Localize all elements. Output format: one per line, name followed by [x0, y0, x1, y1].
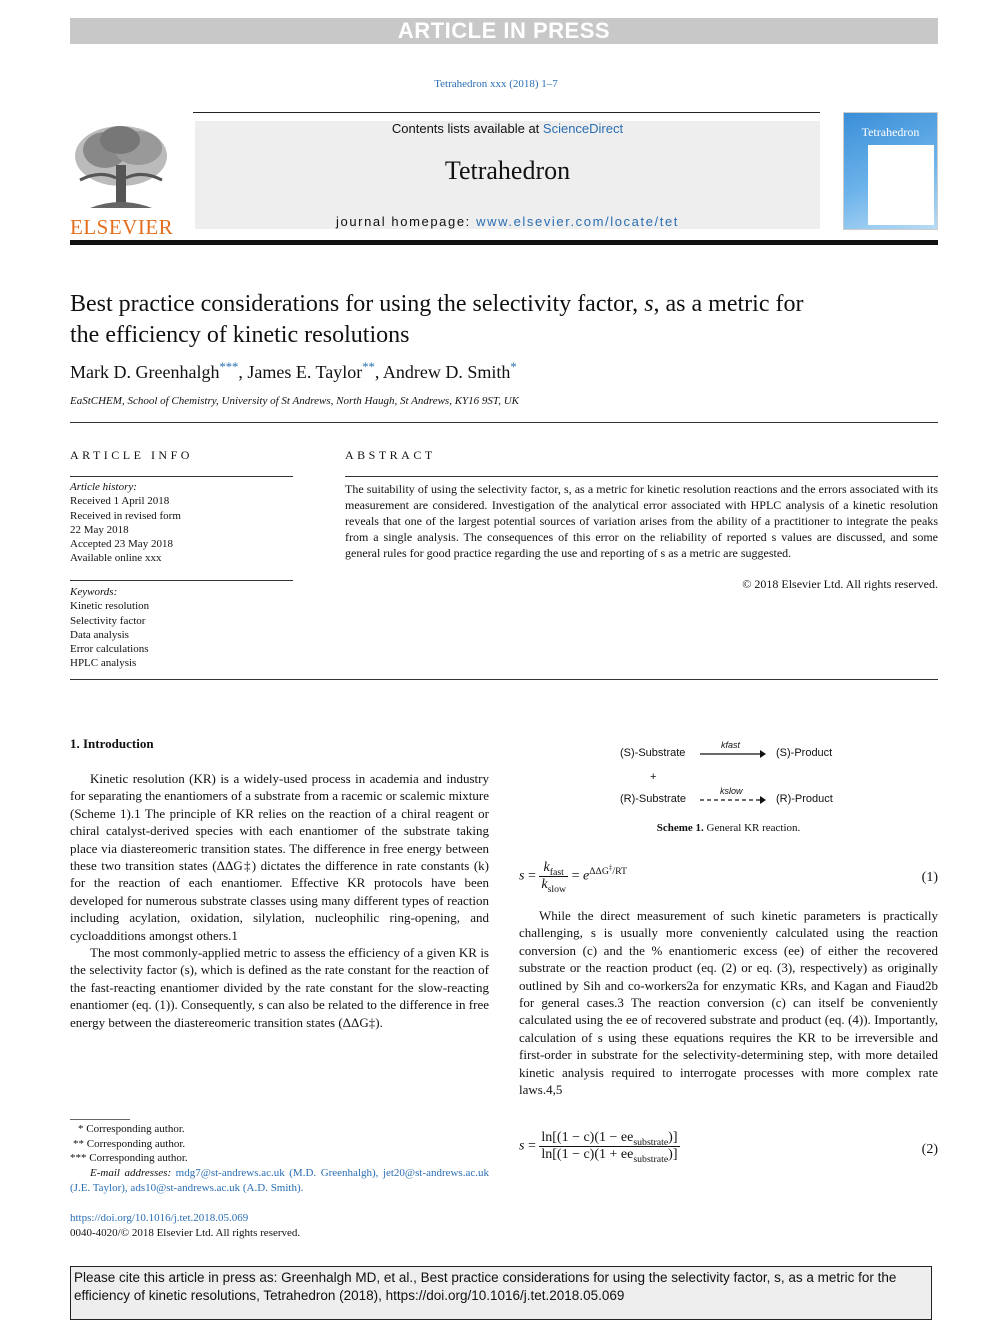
journal-reference[interactable]: Tetrahedron xxx (2018) 1–7 [434, 78, 558, 90]
header-top-rule [193, 112, 820, 113]
elsevier-tree-icon [70, 120, 172, 212]
equation-2-body: s = $\frac{\ln[(1 - c)(1 - ee_{substrate})]}{\ln[(1 - c)(1 + ee_{substrate})]}$ [519, 1130, 678, 1165]
homepage-link[interactable]: www.elsevier.com/locate/tet [476, 214, 679, 229]
issn-line: 0040-4020/© 2018 Elsevier Ltd. All rights reserved. [70, 1227, 301, 1239]
title-variable: s [644, 291, 654, 317]
affiliation-rule [70, 422, 938, 423]
abstract-copyright: © 2018 Elsevier Ltd. All rights reserved. [742, 577, 938, 591]
front-matter-rule [70, 679, 938, 680]
keywords [70, 585, 293, 671]
equation-1 [519, 858, 938, 902]
history-item: Available online xxx [70, 552, 162, 565]
intro-paragraph-3: While the direct measurement of such kinetic parameters is practically challenging, s is usually more conveniently calculated using the reaction conversion (c) and the % enantiomeric excess (ee) of either the recovered substrate or the reaction product (eq. (2) or eq. (3), respectively) as originally outlined by Sih and co-workers2a for enzymatic KRs, and Kagan and Fiaud2b for general cases.3 The reaction conversion (c) can itself be conveniently calculated using the ee of recovered substrate and product (eq. (4)). Importantly, calculation of s using these equations requires the KR to be irreversible and first-order in substrate for the selectivity-determining step, with more detailed kinetic analysis required to interrogate processes with more complex rate laws.4,5 [519, 908, 938, 1098]
abstract-heading: ABSTRACT [345, 448, 436, 462]
keywords-rule [70, 580, 293, 581]
citation-box: Please cite this article in press as: Greenhalgh MD, et al., Best practice considerations for using the selectivity factor, s, as a metric for the efficiency of kinetic resolutions, Tetrahedron (2018), https://doi.org/10.1016/j.tet.2018.05.069 [70, 1266, 932, 1320]
title-part2: , as a metric for the efficiency of kinetic resolutions [70, 291, 804, 348]
history-item: Received in revised form [70, 509, 181, 522]
author-list [70, 362, 517, 383]
footnotes [70, 1122, 489, 1196]
scheme-plus: + [650, 771, 657, 783]
scheme-caption-text: General KR reaction. [706, 822, 801, 834]
author-mark[interactable]: ** [362, 360, 375, 374]
keywords-label: Keywords: [70, 586, 118, 598]
homepage-line [195, 214, 820, 229]
scheme-arrow-icon [700, 749, 766, 759]
author-name[interactable]: James E. Taylor [247, 362, 363, 382]
cover-panel [868, 145, 934, 225]
article-in-press-banner: ARTICLE IN PRESS [70, 18, 938, 44]
email-addresses [70, 1166, 489, 1195]
equation-1-number: (1) [921, 870, 938, 885]
equation-2-number: (2) [921, 1142, 938, 1157]
intro-left-column [70, 770, 489, 1031]
history-label: Article history: [70, 481, 137, 493]
email-list[interactable]: mdg7@st-andrews.ac.uk (M.D. Greenhalgh), jet20@st-andrews.ac.uk (J.E. Taylor), ads10@st-andrews.ac.uk (A.D. Smith). [70, 1167, 489, 1194]
keyword: Data analysis [70, 628, 129, 641]
intro-right-column [519, 907, 938, 1098]
elsevier-logo[interactable] [70, 120, 174, 239]
history-item: 22 May 2018 [70, 523, 129, 536]
author-mark[interactable]: *** [219, 360, 239, 374]
author-name[interactable]: Mark D. Greenhalgh [70, 362, 220, 382]
article-title [70, 289, 830, 351]
history-item: Accepted 23 May 2018 [70, 538, 173, 551]
affiliation: EaStCHEM, School of Chemistry, University of St Andrews, North Haugh, St Andrews, KY16 9ST, UK [70, 395, 519, 407]
intro-paragraph-2: The most commonly-applied metric to assess the efficiency of a given KR is the selectivity factor (s), which is defined as the rate constant for the reaction of the fast-reacting enantiomer divided by the rate constant for the slow-reacting enantiomer (eq. (1)). Consequently, s can also be related to the difference in free energy between the diastereomeric transition states (ΔΔG‡). [70, 945, 489, 1030]
contents-line [195, 121, 820, 136]
keyword: HPLC analysis [70, 657, 137, 670]
keyword: Error calculations [70, 643, 149, 656]
corresponding-author-2: ** Corresponding author. [73, 1137, 186, 1150]
equation-1-body: s = $\frac{k_{fast}}{k_{slow}}$ = $e^{\Delta\Delta G^\ddagger/RT}$ [519, 860, 627, 895]
author-separator: , [374, 362, 383, 382]
sciencedirect-link[interactable]: ScienceDirect [542, 121, 624, 136]
equation-1-fraction: $\frac{k_{fast}}{k_{slow}}$ [541, 860, 567, 895]
cover-title: Tetrahedron [861, 125, 920, 139]
header-thick-rule [70, 240, 938, 245]
abstract-text: The suitability of using the selectivity factor, s, as a metric for kinetic resolution reactions and the errors associated with its measurement are considered. Investigation of the analytical error associated with HPLC analysis of a kinetic resolution reveals that one of the largest potential sources of variation arises from the ability of a practitioner to integrate the peaks from a single analysis. The consequences of this error on the reliability of reported s values are discussed, and some general rules for good practice regarding the use and reporting of s as a metric are suggested. [345, 482, 938, 560]
intro-paragraph-1: Kinetic resolution (KR) is a widely-used process in academia and industry for separating the enantiomers of a substrate from a racemic or scalemic mixture (Scheme 1).1 The principle of KR relies on the reaction of a chiral reagent or chiral catalyst-derived species with each enantiomer of the substrate taking place via diastereomeric transition states. The difference in free energy between these two transition states (ΔΔG‡) dictates the difference in rate constants (k) for the reaction of each enantiomer. Effective KR protocols have been developed for numerous substrate classes using many different types of reaction including acylation, oxidation, silylation, nucleophilic ring-opening, and cycloadditions amongst others.1 [70, 771, 489, 943]
scheme-caption-label: Scheme 1. [656, 822, 704, 834]
footnote-rule [70, 1119, 130, 1120]
scheme-r-substrate: (R)-Substrate [620, 793, 687, 805]
scheme-dashed-arrow-icon [700, 795, 766, 805]
history-item: Received 1 April 2018 [70, 495, 170, 508]
article-history [70, 480, 293, 566]
author-name[interactable]: Andrew D. Smith [382, 362, 511, 382]
article-info-rule [70, 476, 293, 477]
scheme-caption [519, 822, 938, 834]
scheme-s-product: (S)-Product [776, 747, 833, 759]
corresponding-author-3: *** Corresponding author. [70, 1152, 188, 1165]
author-mark[interactable]: * [510, 360, 517, 374]
scheme-s-substrate: (S)-Substrate [620, 747, 686, 759]
equation-2 [519, 1130, 938, 1172]
scheme-1 [560, 737, 890, 817]
corresponding-author-1: * Corresponding author. [78, 1123, 185, 1135]
publisher-name: ELSEVIER [70, 215, 174, 239]
article-info-heading: ARTICLE INFO [70, 448, 193, 462]
scheme-r-product: (R)-Product [776, 793, 833, 805]
abstract-rule [345, 476, 938, 477]
homepage-prefix: journal homepage: [336, 214, 477, 229]
email-label: E-mail addresses: [90, 1167, 172, 1180]
author-separator: , [238, 362, 248, 382]
intro-heading: 1. Introduction [70, 736, 154, 751]
journal-title: Tetrahedron [444, 156, 571, 185]
doi-link[interactable]: https://doi.org/10.1016/j.tet.2018.05.069 [70, 1212, 249, 1224]
keyword: Kinetic resolution [70, 600, 150, 613]
scheme-k-fast: kfast [721, 740, 741, 750]
contents-prefix: Contents lists available at [391, 121, 543, 136]
title-part1: Best practice considerations for using the selectivity factor, [70, 291, 645, 317]
equation-2-fraction: $\frac{\ln[(1 - c)(1 - ee_{substrate})]}{\ln[(1 - c)(1 + ee_{substrate})]}$ [541, 1130, 678, 1165]
journal-cover[interactable] [843, 112, 938, 230]
scheme-k-slow: kslow [720, 786, 743, 796]
keyword: Selectivity factor [70, 614, 146, 627]
